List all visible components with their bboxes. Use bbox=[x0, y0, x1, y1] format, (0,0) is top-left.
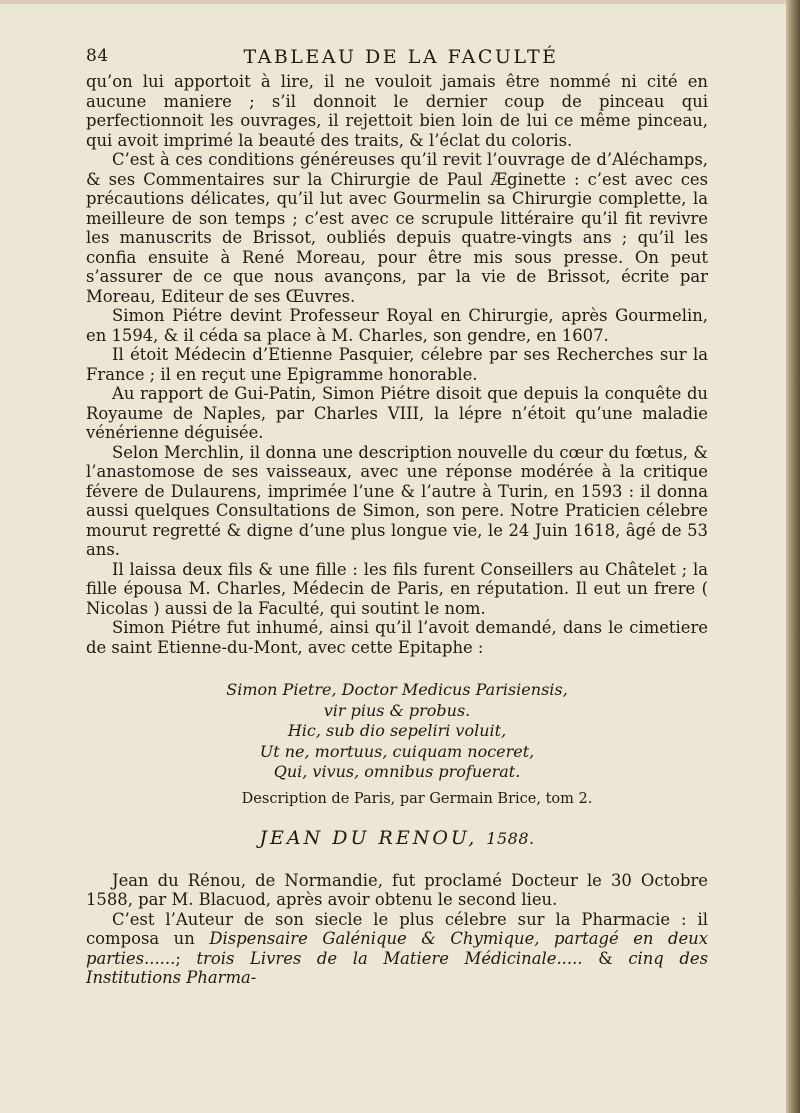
work-title: trois Livres de la Matiere Médicinale..... bbox=[196, 948, 583, 968]
work-title: cinq des Institutions Pharma- bbox=[86, 948, 708, 987]
page-number: 84 bbox=[86, 46, 109, 66]
paragraph-text: C’est l’Auteur de son siecle le plus célebre sur la Pharmacie : il composa un bbox=[86, 909, 708, 948]
work-title: Dispensaire Galénique & Chymique, partagé en deux parties...... bbox=[86, 929, 708, 968]
epitaph-line: vir pius & probus. bbox=[323, 700, 471, 720]
section-heading bbox=[86, 826, 708, 851]
epitaph bbox=[86, 680, 708, 783]
paragraph: Il étoit Médecin d’Etienne Pasquier, célebre par ses Recherches sur la France ; il en reçut une Epigramme honorable. bbox=[86, 345, 708, 384]
page-body bbox=[86, 72, 708, 988]
epitaph-line: Ut ne, mortuus, cuiquam noceret, bbox=[259, 741, 535, 761]
section-name: JEAN DU RENOU, bbox=[259, 826, 478, 849]
paragraph: Au rapport de Gui-Patin, Simon Piétre disoit que depuis la conquête du Royaume de Naples, par Charles VIII, la lépre n’étoit qu’une maladie vénérienne déguisée. bbox=[86, 384, 708, 442]
spacer bbox=[86, 851, 708, 871]
page-header bbox=[86, 46, 716, 70]
paragraph: Il laissa deux fils & une fille : les fils furent Conseillers au Châtelet ; la fille épousa M. Charles, Médecin de Paris, en réputation. Il eut un frere ( Nicolas ) aussi de la Faculté, qui soutint le nom. bbox=[86, 559, 708, 618]
epitaph-line: Qui, vivus, omnibus profuerat. bbox=[273, 762, 521, 781]
paragraph: qu’on lui apportoit à lire, il ne vouloit jamais être nommé ni cité en aucune maniere ; s’il donnoit le dernier coup de pinceau qui perfectionnoit les ouvrages, il rejettoit bien loin de lui ce même pinceau, qui avoit imprimé la beauté des traits, & l’éclat du coloris. bbox=[86, 72, 708, 150]
punctuation: ; bbox=[175, 948, 181, 968]
paragraph bbox=[86, 910, 708, 988]
paragraph: Selon Merchlin, il donna une description nouvelle du cœur du fœtus, & l’anastomose de ses vaisseaux, avec une réponse modérée à la critique févere de Dulaurens, imprimée l’une & l’autre à Turin, en 1593 : il donna aussi quelques Consultations de Simon, son pere. Notre Praticien célebre mourut regretté & digne d’une plus longue vie, le 24 Juin 1618, âgé de 53 ans. bbox=[86, 442, 708, 559]
paragraph: Simon Piétre fut inhumé, ainsi qu’il l’avoit demandé, dans le cimetiere de saint Etienne-du-Mont, avec cette Epitaphe : bbox=[86, 618, 708, 657]
source-citation: Description de Paris, par Germain Brice, tom 2. bbox=[241, 790, 593, 807]
paragraph: Simon Piétre devint Professeur Royal en Chirurgie, après Gourmelin, en 1594, & il céda sa place à M. Charles, son gendre, en 1607. bbox=[86, 306, 708, 345]
section-year: 1588. bbox=[486, 828, 535, 848]
epitaph-line: Hic, sub dio sepeliri voluit, bbox=[287, 721, 507, 740]
running-head: TABLEAU DE LA FACULTÉ bbox=[243, 46, 559, 68]
page-top-edge bbox=[0, 0, 800, 4]
conjunction: & bbox=[598, 948, 613, 968]
epitaph-line: Simon Pietre, Doctor Medicus Parisiensis, bbox=[226, 680, 568, 699]
paragraph: C’est à ces conditions généreuses qu’il revit l’ouvrage de d’Aléchamps, & ses Commentaires sur la Chirurgie de Paul Æginette : c’est avec ces précautions délicates, qu’il lut avec Gourmelin sa Chirurgie complette, la meilleure de son temps ; c’est avec ce scrupule littéraire qu’il fit revivre les manuscrits de Brissot, oubliés depuis quatre-vingts ans ; qu’il les confia ensuite à René Moreau, pour être mis sous presse. On peut s’assurer de ce que nous avançons, par la vie de Brissot, écrite par Moreau, Editeur de ses Œuvres. bbox=[86, 150, 708, 306]
paragraph: Jean du Rénou, de Normandie, fut proclamé Docteur le 30 Octobre 1588, par M. Blacuod, après avoir obtenu le second lieu. bbox=[86, 870, 708, 909]
book-binding-edge bbox=[786, 0, 800, 1113]
